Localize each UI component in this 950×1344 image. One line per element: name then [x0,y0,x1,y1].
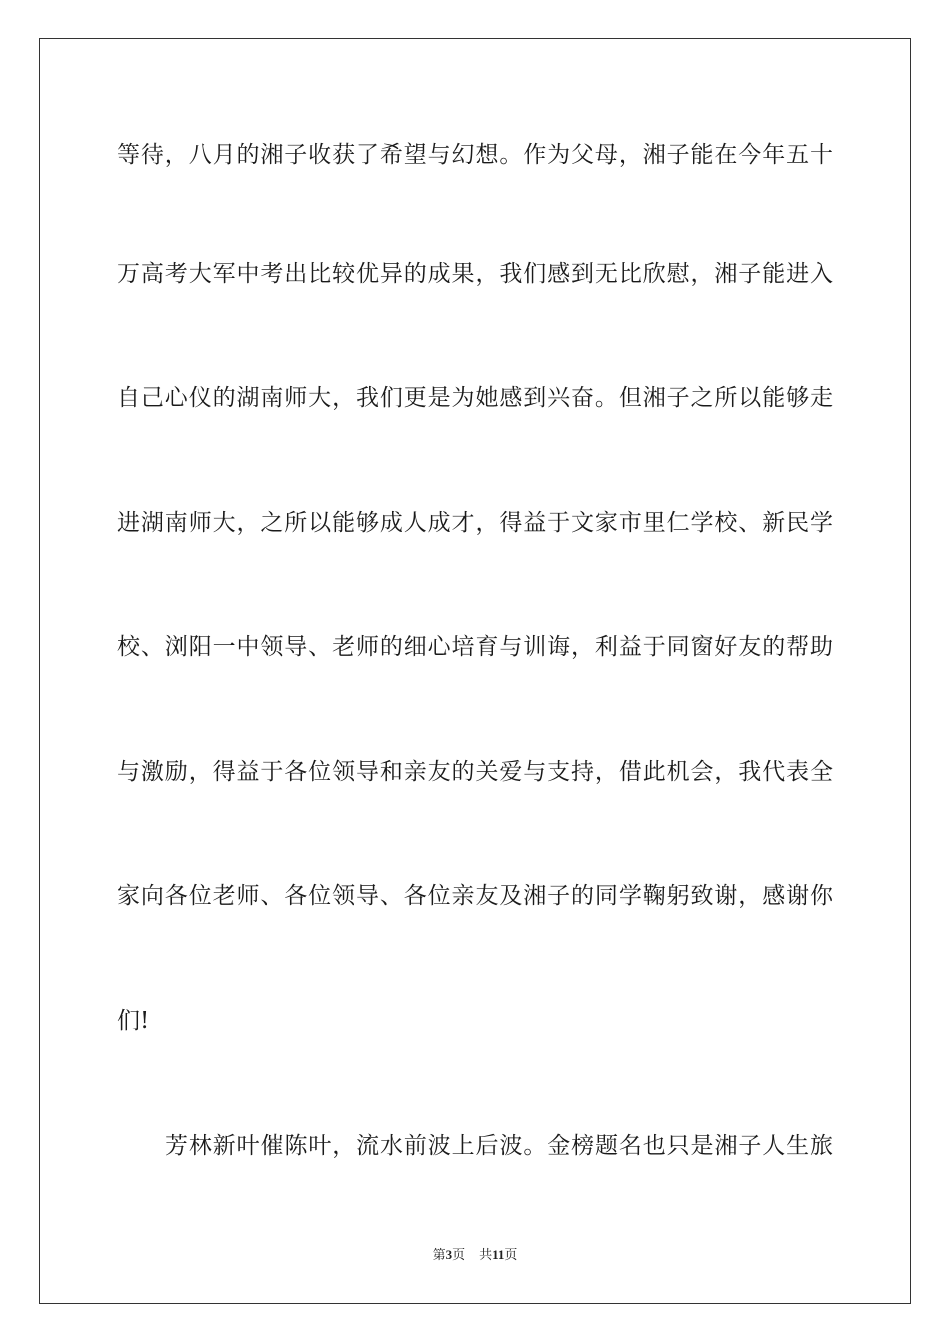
body-text-line-6: 与激励，得益于各位领导和亲友的关爱与支持，借此机会，我代表全 [117,759,833,785]
body-text-line-2: 万高考大军中考出比较优异的成果，我们感到无比欣慰，湘子能进入 [117,261,833,287]
page-prefix: 第 [432,1247,446,1262]
page-footer [0,1246,950,1264]
body-text-line-8: 们! [117,1008,150,1034]
body-text-line-1: 等待，八月的湘子收获了希望与幻想。作为父母，湘子能在今年五十 [117,142,833,168]
page-suffix: 页 [452,1247,466,1262]
body-text-line-7: 家向各位老师、各位领导、各位亲友及湘子的同学鞠躬致谢，感谢你 [117,883,833,909]
body-text-line-3: 自己心仪的湖南师大，我们更是为她感到兴奋。但湘子之所以能够走 [117,385,833,411]
total-pages: 11 [492,1247,505,1262]
total-prefix: 共 [479,1247,493,1262]
total-suffix: 页 [504,1247,518,1262]
paragraph-start-line: 芳林新叶催陈叶，流水前波上后波。金榜题名也只是湘子人生旅 [165,1133,833,1159]
page-number: 3 [445,1247,453,1262]
body-text-line-5: 校、浏阳一中领导、老师的细心培育与训诲，利益于同窗好友的帮助 [117,634,833,660]
body-text-line-4: 进湖南师大，之所以能够成人成才，得益于文家市里仁学校、新民学 [117,510,833,536]
page-border [39,38,911,1304]
